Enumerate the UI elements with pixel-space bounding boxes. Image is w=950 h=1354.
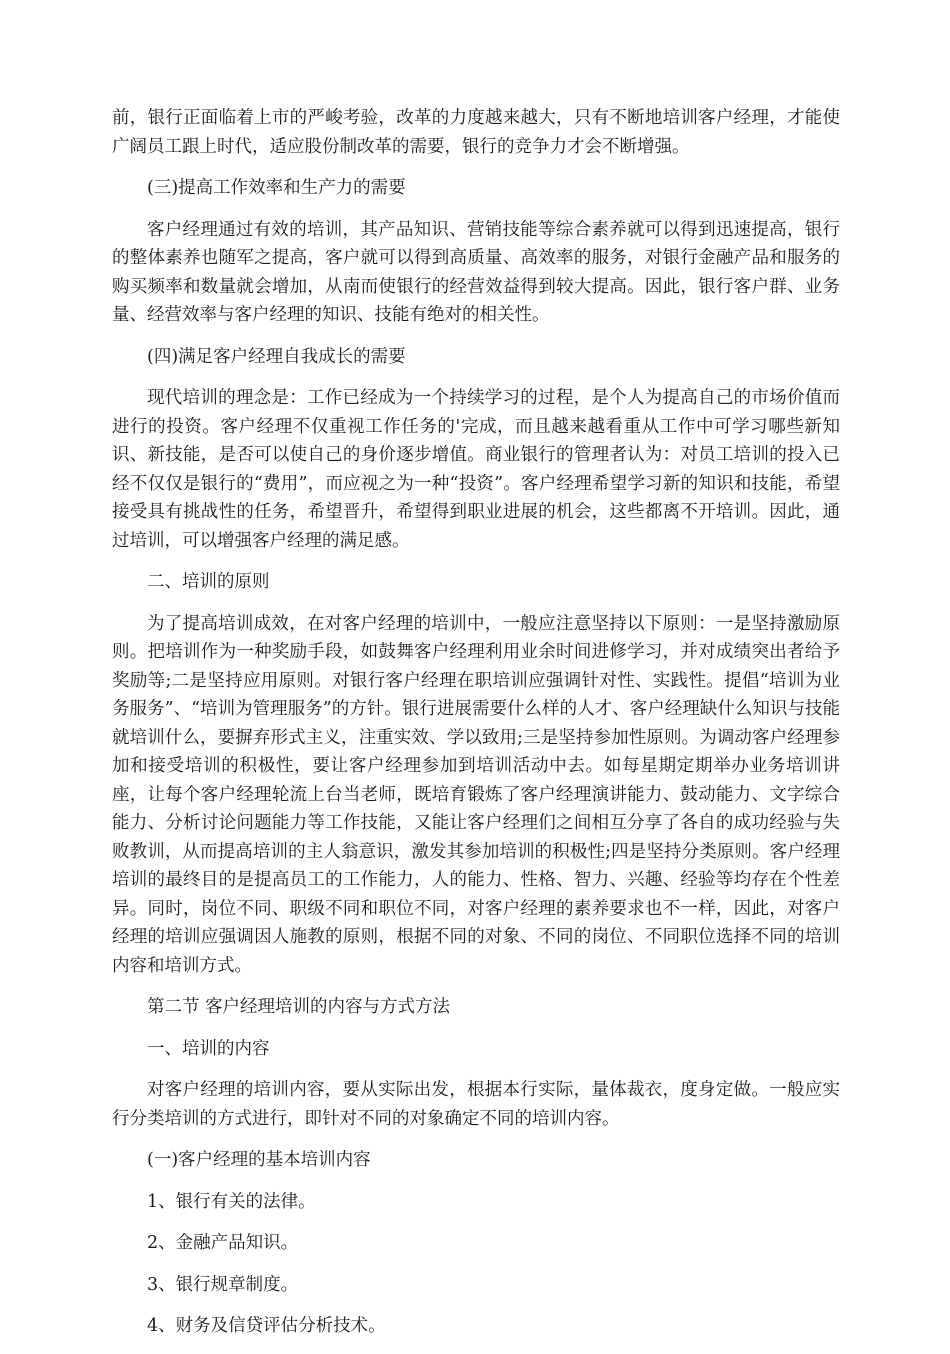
paragraph-efficiency: 客户经理通过有效的培训，其产品知识、营销技能等综合素养就可以得到迅速提高，银行的整体素养也随军之提高，客户就可以得到高质量、高效率的服务，对银行金融产品和服务的购买频率和数量就会增加，从南而使银行的经营效益得到较大提高。因此，银行客户群、业务量、经营效率与客户经理的知识、技能有绝对的相关性。 — [112, 219, 840, 325]
paragraph-self-growth: 现代培训的理念是：工作已经成为一个持续学习的过程，是个人为提高自己的市场价值而进行的投资。客户经理不仅重视工作任务的'完成，而且越来越看重从工作中可学习哪些新知识、新技能，是否可以使自己的身价逐步增值。商业银行的管理者认为：对员工培训的投入已经不仅仅是银行的“费用”，而应视之为一种“投资”。客户经理希望学习新的知识和技能，希望接受具有挑战性的任务，希望晋升，希望得到职业进展的机会，这些都离不开培训。因此，通过培训，可以增强客户经理的满足感。 — [112, 388, 840, 551]
section-heading-training-content: 一、培训的内容 — [147, 1038, 270, 1059]
section-heading-principles: 二、培训的原则 — [147, 572, 270, 592]
list-item-bank-regulations: 3、银行规章制度。 — [147, 1274, 299, 1295]
chapter-heading-section-two: 第二节 客户经理培训的内容与方式方法 — [147, 997, 451, 1017]
paragraph-intro-continuation: 前，银行正面临着上市的严峻考验，改革的力度越来越大，只有不断地培训客户经理，才能使广阔员工跟上时代，适应股份制改革的需要，银行的竞争力才会不断增强。 — [112, 108, 840, 157]
list-item-laws: 1、银行有关的法律。 — [147, 1191, 316, 1212]
paragraph-principles: 为了提高培训成效，在对客户经理的培训中，一般应注意坚持以下原则：一是坚持激励原则。把培训作为一种奖励手段，如鼓舞客户经理利用业余时间进修学习，并对成绩突出者给予奖励等;二是坚持应用原则。对银行客户经理在职培训应强调针对性、实践性。提倡“培训为业务服务”、“培训为管理服务”的方针。银行进展需要什么样的人才、客户经理缺什么知识与技能就培训什么，要摒弃形式主义，注重实效、学以致用;三是坚持参加性原则。为调动客户经理参加和接受培训的积极性，要让客户经理参加到培训活动中去。如每星期定期举办业务培训讲座，让每个客户经理轮流上台当老师，既培育锻炼了客户经理演讲能力、鼓动能力、文字综合能力、分析讨论问题能力等工作技能，又能让客户经理们之间相互分享了各自的成功经验与失败教训，从而提高培训的主人翁意识，激发其参加培训的积极性;四是坚持分类原则。客户经理培训的最终目的是提高员工的工作能力，人的能力、性格、智力、兴趣、经验等均存在个性差异。同时，岗位不同、职级不同和职位不同，对客户经理的素养要求也不一样，因此，对客户经理的培训应强调因人施教的原则，根据不同的对象、不同的岗位、不同职位选择不同的培训内容和培训方式。 — [112, 613, 840, 976]
list-item-financial-products: 2、金融产品知识。 — [147, 1233, 299, 1253]
document-page — [112, 104, 840, 1354]
list-item-financial-analysis: 4、财务及信贷评估分析技术。 — [147, 1316, 386, 1336]
subsection-heading-basic-content: (一)客户经理的基本培训内容 — [147, 1150, 371, 1170]
section-heading-efficiency: (三)提高工作效率和生产力的需要 — [147, 178, 406, 198]
section-heading-self-growth: (四)满足客户经理自我成长的需要 — [147, 346, 406, 367]
paragraph-training-content: 对客户经理的培训内容，要从实际出发，根据本行实际，量体裁衣，度身定做。一般应实行分类培训的方式进行，即针对不同的对象确定不同的培训内容。 — [112, 1080, 840, 1129]
